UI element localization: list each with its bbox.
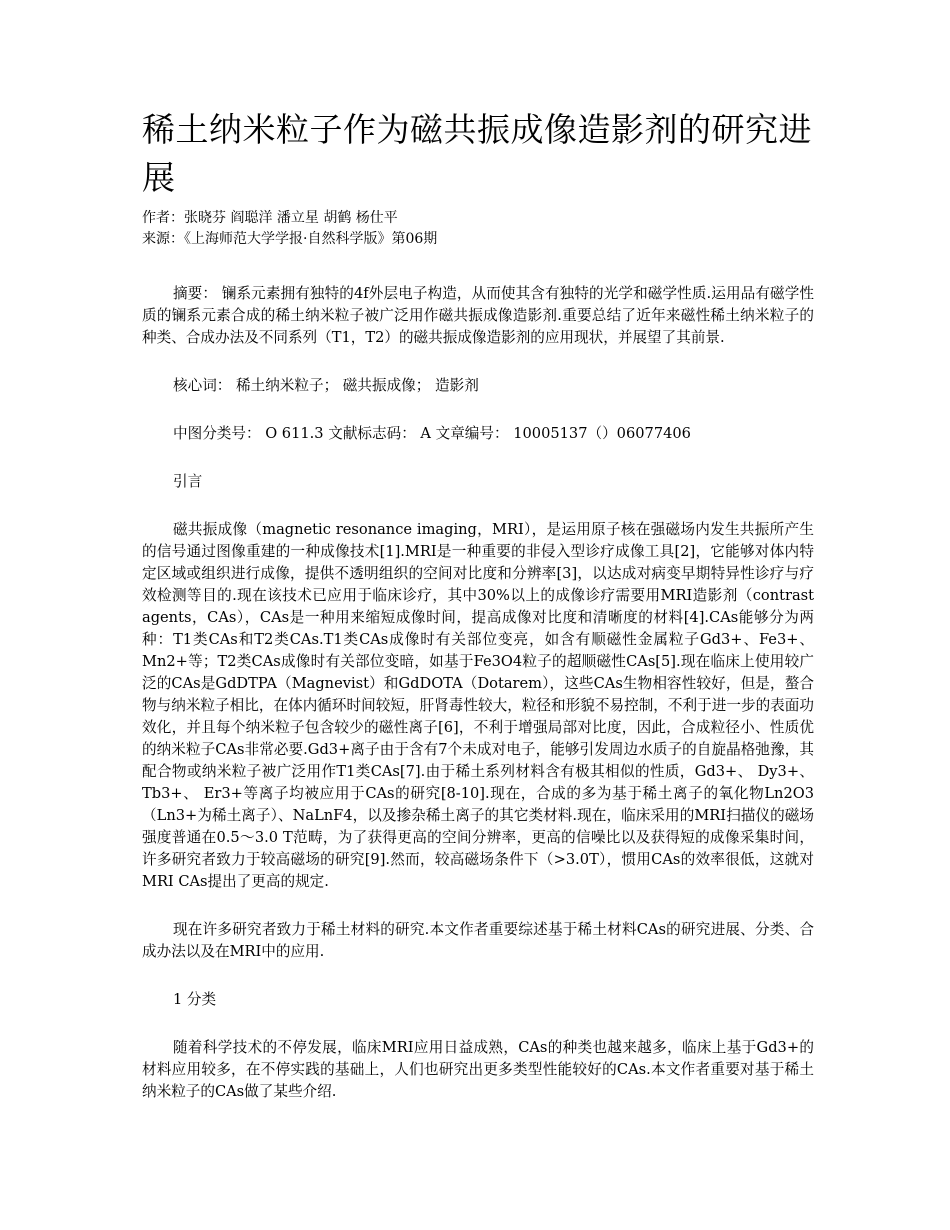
- intro-paragraph-2: 现在许多研究者致力于稀土材料的研究.本文作者重要综述基于稀土材料CAs的研究进展、分类、合成办法以及在MRI中的应用.: [142, 921, 814, 960]
- intro-heading: 引言: [173, 473, 203, 490]
- keywords-line: 核心词： 稀土纳米粒子； 磁共振成像； 造影剂: [173, 377, 479, 394]
- section-1-heading: 1 分类: [173, 991, 217, 1008]
- section-1-paragraph-1: 随着科学技术的不停发展，临床MRI应用日益成熟，CAs的种类也越来越多，临床上基于Gd3+的材料应用较多，在不停实践的基础上，人们也研究出更多类型性能较好的CAs.本文作者重要对基于稀土纳米粒子的CAs做了某些介绍.: [142, 1039, 814, 1100]
- document-page: [142, 106, 814, 1103]
- article-authors: 作者：张晓芬 阎聪洋 潘立星 胡鹤 杨仕平: [142, 210, 398, 226]
- classification-line: 中图分类号： O 611.3 文献标志码： A 文章编号： 10005137（）06077406: [173, 425, 691, 442]
- abstract-paragraph: 摘要： 镧系元素拥有独特的4f外层电子构造，从而使其含有独特的光学和磁学性质.运用品有磁学性质的镧系元素合成的稀土纳米粒子被广泛用作磁共振成像造影剂.重要总结了近年来磁性稀土纳米粒子的种类、合成办法及不同系列（T1，T2）的磁共振成像造影剂的应用现状，并展望了其前景.: [142, 285, 814, 346]
- article-title: 稀土纳米粒子作为磁共振成像造影剂的研究进展: [142, 110, 812, 197]
- intro-paragraph-1: 磁共振成像（magnetic resonance imaging，MRI），是运用原子核在强磁场内发生共振所产生的信号通过图像重建的一种成像技术[1].MRI是一种重要的非侵入型诊疗成像工具[2]，它能够对体内特定区域或组织进行成像，提供不透明组织的空间对比度和分辨率[3]，以达成对病变早期特异性诊疗与疗效检测等目的.现在该技术已应用于临床诊疗，其中30%以上的成像诊疗需要用MRI造影剂（contrast agents，CAs），CAs是一种用来缩短成像时间，提高成像对比度和清晰度的材料[4].CAs能够分为两种：T1类CAs和T2类CAs.T1类CAs成像时有关部位变亮，如含有顺磁性金属粒子Gd3+、Fe3+、Mn2+等；T2类CAs成像时有关部位变暗，如基于Fe3O4粒子的超顺磁性CAs[5].现在临床上使用较广泛的CAs是GdDTPA（Magnevist）和GdDOTA（Dotarem），这些CAs生物相容性较好，但是，螯合物与纳米粒子相比，在体内循环时间较短，肝肾毒性较大，粒径和形貌不易控制，不利于进一步的表面功效化，并且每个纳米粒子包含较少的磁性离子[6]，不利于增强局部对比度，因此，合成粒径小、性质优的纳米粒子CAs非常必要.Gd3+离子由于含有7个未成对电子，能够引发周边水质子的自旋晶格弛豫，其配合物或纳米粒子被广泛用作T1类CAs[7].由于稀土系列材料含有极其相似的性质，Gd3+、 Dy3+、 Tb3+、 Er3+等离子均被应用于CAs的研究[8-10].现在，合成的多为基于稀土离子的氧化物Ln2O3（Ln3+为稀土离子）、NaLnF4，以及掺杂稀土离子的其它类材料.现在，临床采用的MRI扫描仪的磁场强度普通在0.5～3.0 T范畴，为了获得更高的空间分辨率，更高的信噪比以及获得短的成像采集时间，许多研究者致力于较高磁场的研究[9].然而，较高磁场条件下（>3.0T），惯用CAs的效率很低，这就对MRI CAs提出了更高的规定.: [142, 521, 814, 890]
- article-source: 来源：《上海师范大学学报·自然科学版》第06期: [142, 231, 438, 247]
